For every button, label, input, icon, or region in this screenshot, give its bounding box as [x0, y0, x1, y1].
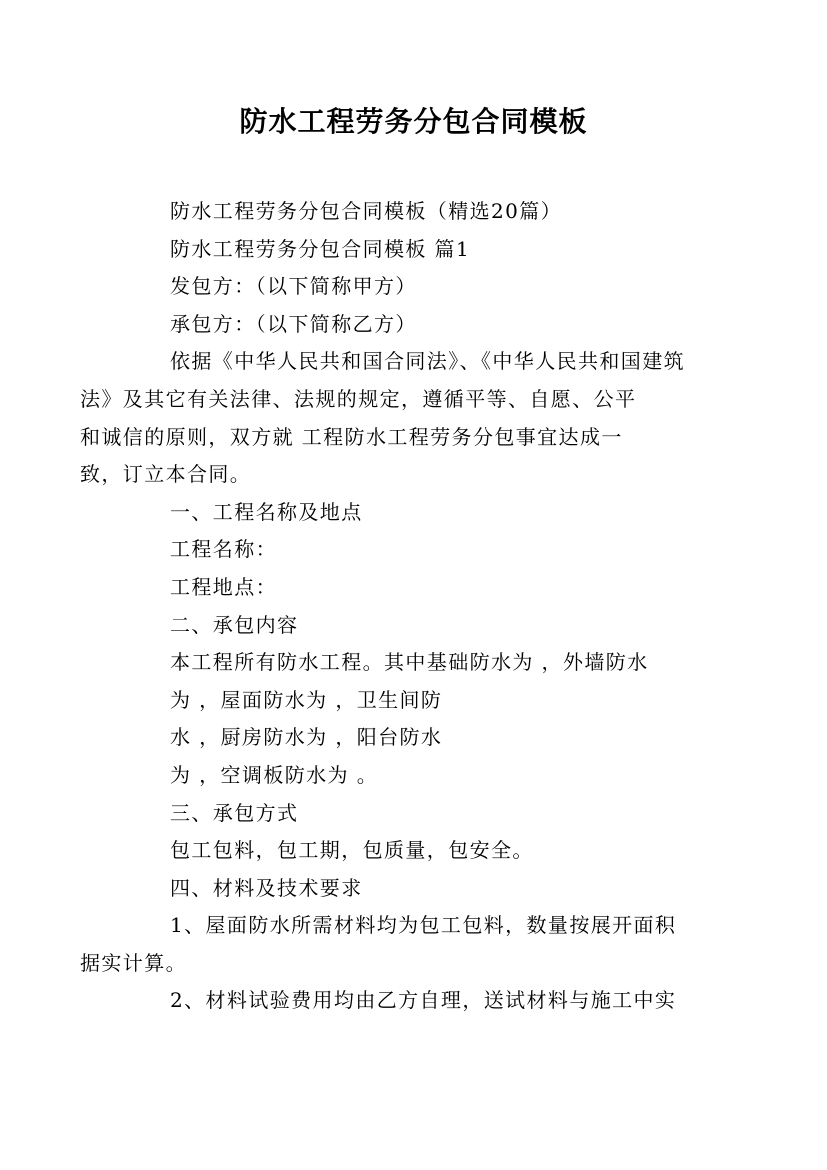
paragraph-chapter-title: 防水工程劳务分包合同模板 篇1 — [170, 236, 471, 261]
basis-line-4: 致，订立本合同。 — [80, 462, 252, 487]
paragraph-party-b: 承包方：（以下简称乙方） — [170, 311, 417, 336]
item-1-line-1: 1、屋面防水所需材料均为包工包料，数量按展开面积 — [170, 913, 677, 938]
paragraph-party-a: 发包方：（以下简称甲方） — [170, 274, 417, 299]
content-line-4: 为 ，空调板防水为 。 — [170, 762, 379, 787]
section-1-heading: 一、工程名称及地点 — [170, 499, 363, 524]
content-line-3: 水 ，厨房防水为 ，阳台防水 — [170, 725, 443, 750]
basis-line-2: 法》及其它有关法律、法规的规定，遵循平等、自愿、公平 — [80, 386, 637, 411]
document-body — [80, 193, 705, 1020]
item-1-line-2: 据实计算。 — [80, 950, 187, 975]
content-line-2: 为 ，屋面防水为 ，卫生间防 — [170, 687, 443, 712]
contract-mode-text: 包工包料，包工期，包质量，包安全。 — [170, 838, 534, 863]
basis-line-1: 依据《中华人民共和国合同法》、《中华人民共和国建筑 — [170, 349, 685, 374]
content-line-1: 本工程所有防水工程。其中基础防水为 ，外墙防水 — [170, 650, 649, 675]
item-2-line-1: 2、材料试验费用均由乙方自理，送试材料与施工中实 — [170, 988, 677, 1013]
paragraph-collection-title: 防水工程劳务分包合同模板（精选20篇） — [170, 199, 563, 223]
section-4-heading: 四、材料及技术要求 — [170, 875, 363, 900]
document-title: 防水工程劳务分包合同模板 — [239, 105, 588, 138]
section-2-heading: 二、承包内容 — [170, 612, 299, 637]
section-3-heading: 三、承包方式 — [170, 800, 299, 825]
project-name-field: 工程名称： — [170, 537, 277, 562]
project-location-field: 工程地点： — [170, 574, 277, 599]
basis-line-3: 和诚信的原则，双方就 工程防水工程劳务分包事宜达成一 — [80, 424, 623, 449]
